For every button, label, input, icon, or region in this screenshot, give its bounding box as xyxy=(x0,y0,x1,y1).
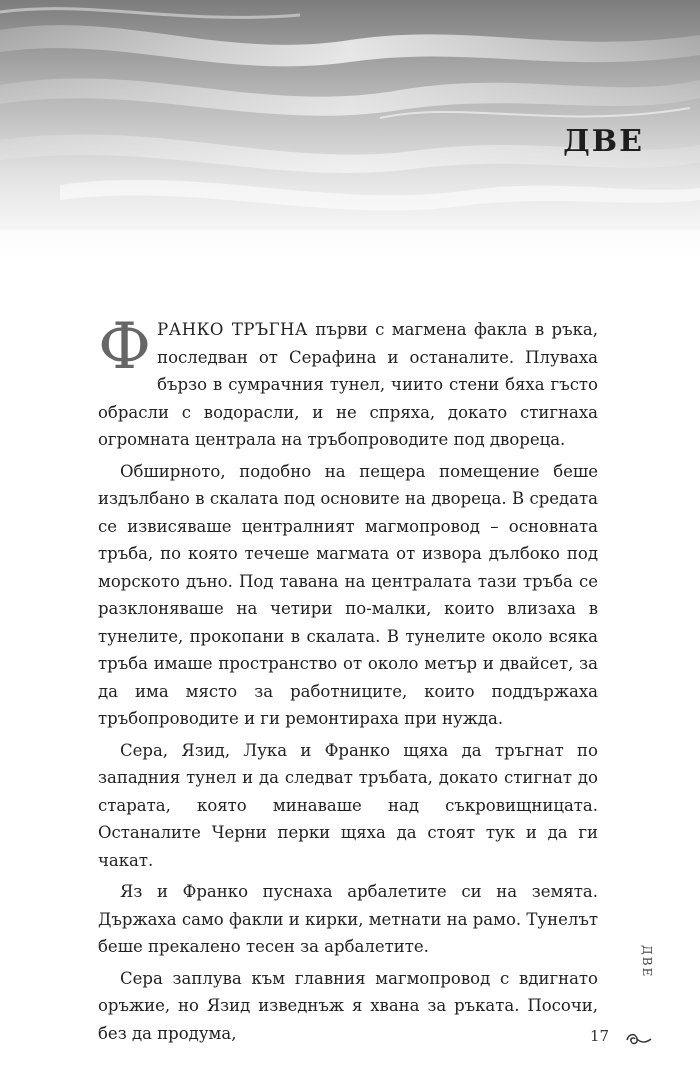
chapter-title: ДВЕ xyxy=(563,124,644,159)
page-number: 17 xyxy=(590,1027,610,1045)
paragraph-3: Сера, Язид, Лука и Франко щяха да тръгнат по западния тунел и да следват тръбата, докато стигнат до старата, която минаваше над съкровищницата. Останалите Черни перки щяха да стоят тук и да ги чакат. xyxy=(98,740,598,870)
wave-flourish-icon xyxy=(624,1030,654,1048)
paragraph-5: Сера заплува към главния магмопровод с вдигнато оръжие, но Язид изведнъж я хвана за ръката. Посочи, без да продума, xyxy=(98,968,598,1043)
drop-cap: Ф xyxy=(98,310,152,384)
lead-caps: РАНКО ТРЪГНА xyxy=(157,320,308,339)
running-chapter-label: ДВЕ xyxy=(640,945,654,979)
paragraph-4: Яз и Франко пуснаха арбалетите си на земята. Държаха само факли и кирки, метнати на рамо. Тунелът беше прекалено тесен за арбалетите. xyxy=(98,882,598,956)
paragraph-2: Обширното, подобно на пещера помещение беше издълбано в скалата под основите на двореца. В средата се извисяваше централният магмопровод – основната тръба, по която течеше магмата от извора дълбоко под морското дъно. Под тавана на централата тази тръба се разклоняваше на четири по-малки, които влизаха в тунелите, прокопани в скалата. В тунелите около всяка тръба имаше пространство от около метър и двайсет, за да има място за работниците, които поддържаха тръбопроводите и ги ремонтираха при нужда. xyxy=(98,461,598,728)
chapter-body xyxy=(98,310,599,1047)
paragraph-1 xyxy=(98,310,599,454)
paragraph-1-text: първи с магмена факла в ръка, последван от Серафина и останалите. Плуваха бързо в сумрачния тунел, чиито стени бяха гъсто обрасли с водорасли, и не спряха, докато стигнаха огромната централа на тръбопроводите под двореца. xyxy=(98,320,599,449)
